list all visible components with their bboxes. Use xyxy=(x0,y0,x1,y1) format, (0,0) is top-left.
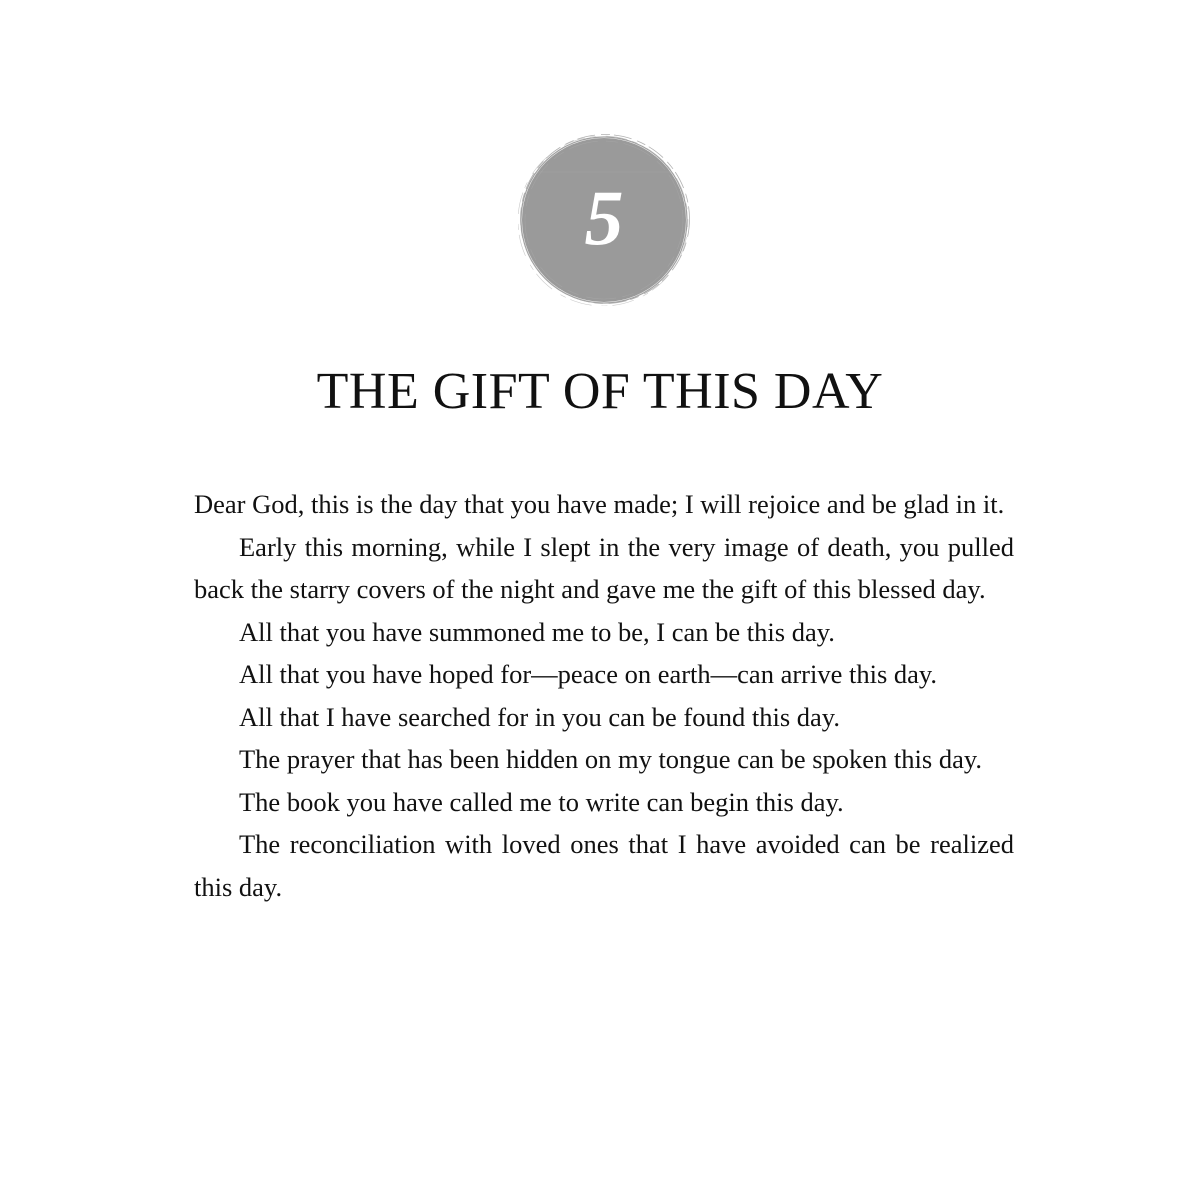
paragraph-3: All that you have summoned me to be, I can be this day. xyxy=(239,616,835,647)
paragraph-8: The reconciliation with loved ones that I have avoided can be realized this day. xyxy=(194,829,1014,902)
chapter-title: THE GIFT OF THIS DAY xyxy=(316,363,884,420)
paragraph-4: All that you have hoped for—peace on earth—can arrive this day. xyxy=(239,659,938,689)
chapter-number: 5 xyxy=(584,174,624,261)
paragraph-2: Early this morning, while I slept in the very image of death, you pulled back the starry covers of the night and gave me the gift of this blessed day. xyxy=(194,531,1014,604)
chapter-badge xyxy=(518,134,690,306)
paragraph-5: All that I have searched for in you can be found this day. xyxy=(239,701,840,732)
chapter-body xyxy=(194,483,1014,908)
paragraph-1: Dear God, this is the day that you have made; I will rejoice and be glad in it. xyxy=(194,489,1005,519)
paragraph-7: The book you have called me to write can begin this day. xyxy=(239,786,844,817)
paragraph-6: The prayer that has been hidden on my tongue can be spoken this day. xyxy=(239,744,983,774)
